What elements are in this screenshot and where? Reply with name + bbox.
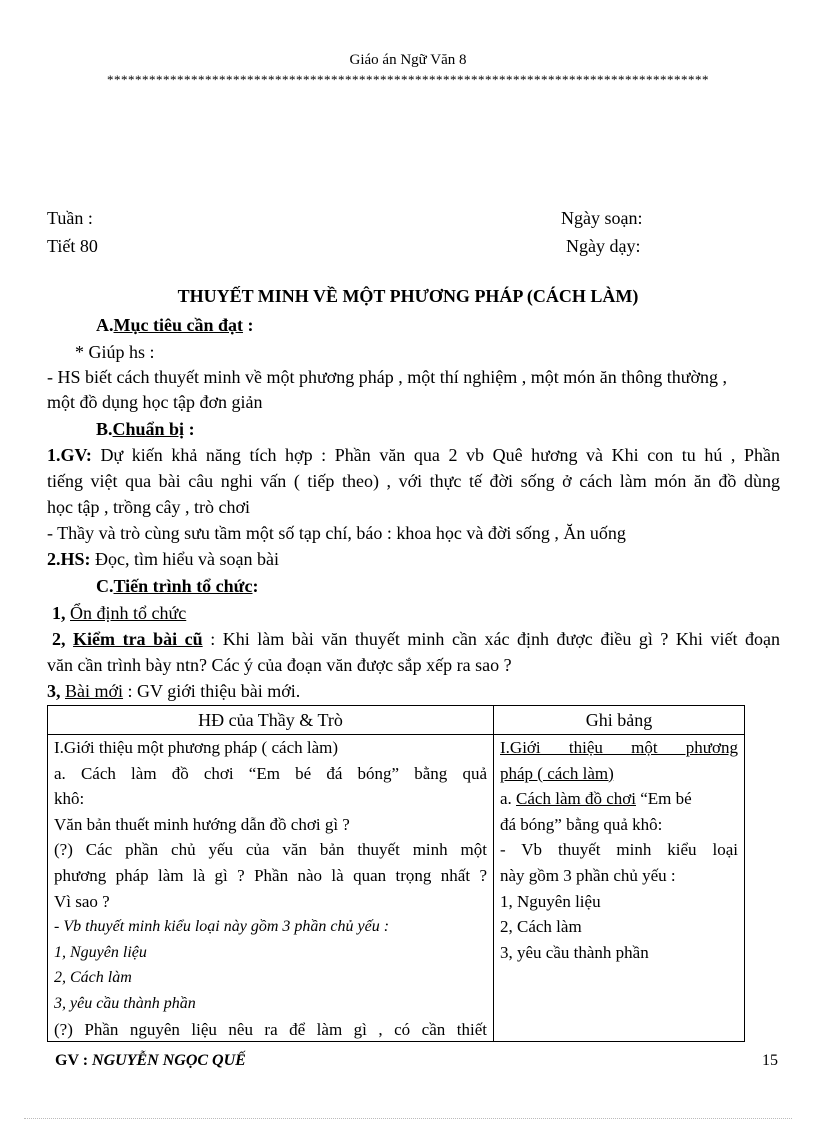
right-a-title: Cách làm đồ chơi bbox=[516, 789, 636, 809]
right-line: này gồm 3 phần chủ yếu : bbox=[500, 865, 676, 885]
lesson-number: Tiết 80 bbox=[47, 236, 98, 256]
section-b-title: Chuẩn bị bbox=[112, 419, 185, 439]
teach-date-label: Ngày dạy: bbox=[566, 236, 641, 256]
left-line: I.Giới thiệu một phương pháp ( cách làm) bbox=[54, 738, 339, 757]
footer-teacher bbox=[55, 1052, 246, 1070]
objective-line-2: một đồ dụng học tập đơn giản bbox=[47, 392, 263, 412]
left-line: 3, yêu cầu thành phần bbox=[54, 994, 196, 1012]
left-line: (?) Các phần chủ yếu của văn bản thuyết minh một bbox=[54, 840, 487, 860]
prep-date-label: Ngày soạn: bbox=[561, 208, 643, 228]
section-b-heading bbox=[96, 419, 195, 440]
hs-label: 2.HS: bbox=[47, 549, 91, 569]
objective-line-1: - HS biết cách thuyết minh về một phương pháp , một thí nghiệm , một món ăn thông thường , bbox=[47, 367, 727, 387]
gv-prep-line-1 bbox=[47, 445, 780, 466]
footer-gv-label: GV : bbox=[55, 1052, 93, 1069]
activities-cell bbox=[48, 735, 494, 1042]
right-line: 3, yêu cầu thành phần bbox=[500, 942, 649, 962]
step-3-prefix: 3, bbox=[47, 681, 65, 701]
week-label: Tuần : bbox=[47, 208, 93, 228]
right-a-suffix: “Em bé bbox=[635, 789, 692, 809]
right-line: 2, Cách làm bbox=[500, 917, 582, 937]
right-line bbox=[500, 786, 738, 812]
gv-prep-text-1: Dự kiến khả năng tích hợp : Phần văn qua 2 vb Quê hương và Khi con tu hú , Phần bbox=[100, 445, 780, 465]
left-line: a. Cách làm đồ chơi “Em bé đá bóng” bằng quả bbox=[54, 763, 487, 783]
left-line: Vì sao ? bbox=[54, 891, 110, 911]
section-b-prefix: B. bbox=[96, 419, 113, 439]
step-3-text: : GV giới thiệu bài mới. bbox=[123, 681, 301, 701]
left-line: Văn bản thuết minh hướng dẫn đồ chơi gì ? bbox=[54, 814, 350, 834]
right-line: - Vb thuyết minh kiểu loại bbox=[500, 840, 738, 860]
step-2-title: Kiểm tra bài cũ bbox=[73, 629, 203, 649]
right-line: I.Giới thiệu một phương bbox=[500, 738, 738, 757]
left-line: 1, Nguyên liệu bbox=[54, 943, 147, 961]
section-c-title: Tiến trình tổ chức bbox=[113, 576, 253, 596]
right-line: đá bóng” bằng quả khô: bbox=[500, 814, 663, 834]
right-line: 1, Nguyên liệu bbox=[500, 891, 601, 911]
section-a-title: Mục tiêu cần đạt bbox=[113, 315, 243, 335]
section-a-prefix: A. bbox=[96, 315, 114, 335]
left-line: 2, Cách làm bbox=[54, 969, 132, 987]
table-header-row bbox=[48, 706, 745, 735]
step-3 bbox=[47, 681, 300, 702]
step-1-prefix: 1, bbox=[52, 603, 70, 623]
section-a-heading bbox=[96, 315, 254, 336]
gv-prep-line-4: - Thầy và trò cùng sưu tầm một số tạp chí, báo : khoa học và đời sống , Ăn uống bbox=[47, 523, 626, 543]
right-line: pháp ( cách làm) bbox=[500, 763, 614, 783]
gv-prep-line-3: học tập , trồng cây , trò chơi bbox=[47, 497, 250, 517]
step-3-title: Bài mới bbox=[65, 681, 124, 701]
board-notes-cell bbox=[494, 735, 745, 1042]
table-row bbox=[48, 735, 745, 1042]
footer-teacher-name: NGUYỄN NGỌC QUẾ bbox=[92, 1052, 246, 1069]
section-b-suffix: : bbox=[184, 419, 195, 439]
gv-label: 1.GV: bbox=[47, 445, 92, 465]
section-c-suffix: : bbox=[252, 576, 259, 596]
left-line: - Vb thuyết minh kiểu loại này gồm 3 phần chủ yếu : bbox=[54, 918, 390, 936]
section-c-prefix: C. bbox=[96, 576, 114, 596]
header-activities: HĐ của Thầy & Trò bbox=[48, 706, 494, 735]
hs-prep-text: Đọc, tìm hiểu và soạn bài bbox=[95, 549, 279, 569]
page-header-title: Giáo án Ngữ Văn 8 bbox=[349, 52, 467, 68]
step-2-line-2: văn cần trình bày ntn? Các ý của đoạn văn được sắp xếp ra sao ? bbox=[47, 655, 512, 675]
page-bottom-divider bbox=[24, 1118, 792, 1119]
right-a-prefix: a. bbox=[500, 789, 517, 809]
lesson-title: THUYẾT MINH VỀ MỘT PHƯƠNG PHÁP (CÁCH LÀM) bbox=[177, 286, 639, 306]
gv-prep-line-2: tiếng việt qua bài câu nghi vấn ( tiếp theo) , với thực tế đời sống ở cách làm món ăn đồ dùng bbox=[47, 471, 780, 491]
page-number: 15 bbox=[762, 1052, 778, 1069]
step-2-line-1 bbox=[52, 629, 780, 650]
step-1 bbox=[52, 603, 186, 624]
left-line: (?) Phần nguyên liệu nêu ra để làm gì , có cần thiết bbox=[54, 1019, 487, 1039]
header-board-notes: Ghi bảng bbox=[494, 706, 745, 735]
step-2-prefix: 2, bbox=[52, 629, 74, 649]
lesson-table bbox=[47, 705, 745, 1042]
header-star-divider: ************************************************************************************** bbox=[107, 72, 709, 87]
section-c-heading bbox=[96, 576, 258, 597]
left-line: phương pháp làm là gì ? Phần nào là quan trọng nhất ? bbox=[54, 865, 487, 885]
help-line: * Giúp hs : bbox=[75, 342, 155, 362]
hs-prep-line bbox=[47, 549, 279, 570]
left-line: khô: bbox=[54, 789, 85, 809]
step-1-title: Ổn định tổ chức bbox=[70, 603, 187, 623]
section-a-suffix: : bbox=[243, 315, 254, 335]
step-2-text-1: : Khi làm bài văn thuyết minh cần xác định được điều gì ? Khi viết đoạn bbox=[202, 629, 780, 649]
